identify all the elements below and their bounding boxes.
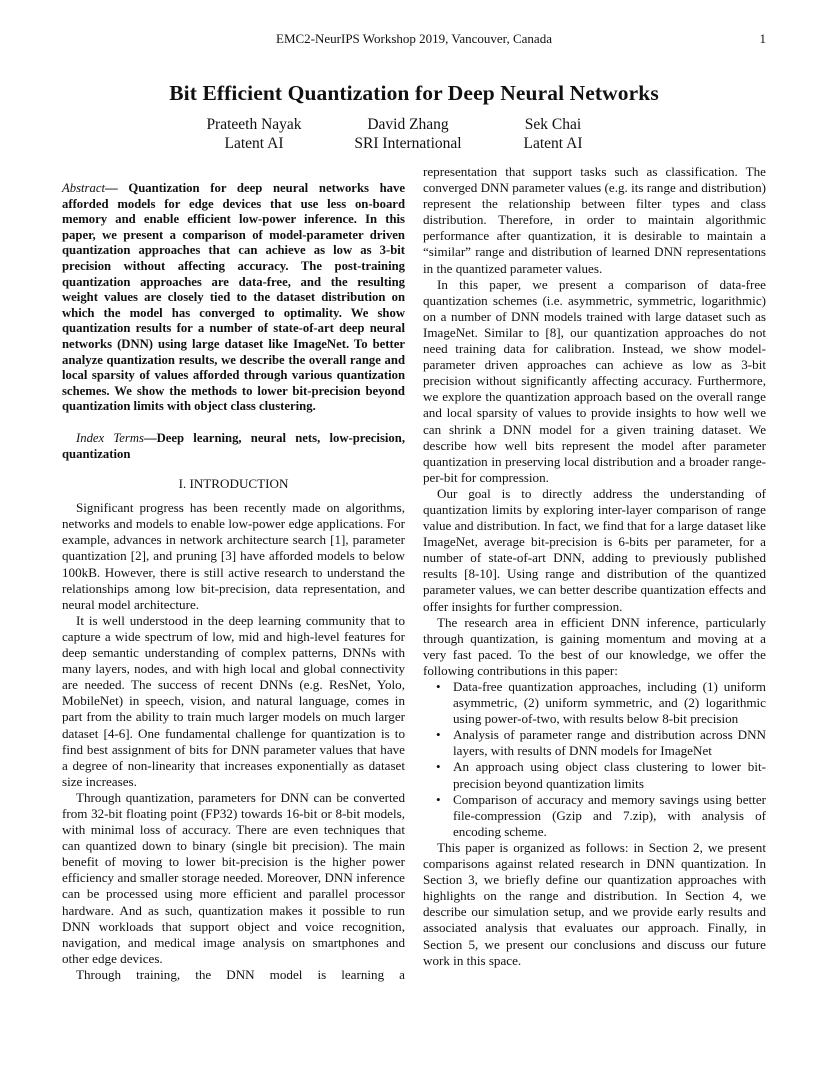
list-item: • Data-free quantization approaches, including (1) uniform asymmetric, (2) uniform symmetric, and (2) logarithmic using power-of-two, with results below 8-bit precision (436, 679, 766, 727)
author-affiliation: Latent AI (523, 135, 583, 152)
body-paragraph: Our goal is to directly address the understanding of quantization limits by exploring inter-layer comparison of range value and distribution. In fact, we find that for a large dataset like ImageNet, average bit-precision is 6-bits per parameter, for a number of state-of-art DNN, adding to previously published results [8-10]. Using range and distribution of the quantized parameter values, we can better describe quantization effects and offer insights for further compression. (423, 485, 766, 614)
body-paragraph: representation that support tasks such as classification. The converged DNN parameter values (e.g. its range and distribution) represent the relationship between filter types and class distribution. Therefore, in order to maintain algorithmic performance after quantization, it is desirable to maintain a “similar” range and distribution of learned DNN representations in the quantized parameter values. (423, 164, 766, 276)
body-paragraph: It is well understood in the deep learning community that to capture a wide spectrum of low, mid and high-level features for deep semantic understanding of complex patterns, DNNs with many layers, nodes, and with high local and global connectivity are needed. The success of recent DNNs (e.g. ResNet, Yolo, MobileNet) in speech, vision, and natural language, comes in part from the ability to train much larger models on much larger dataset [4-6]. One fundamental challenge for quantization is to find best assignment of bits for DNN parameter values that have a degree of non-linearity that increases exponentially as dataset size increases. (62, 612, 405, 789)
bullet-icon: • (436, 759, 441, 775)
bullet-icon: • (436, 791, 441, 807)
list-item: • Comparison of accuracy and memory savings using better file-compression (Gzip and 7.zip), with analysis of encoding scheme. (436, 791, 766, 839)
contributions-list (423, 679, 766, 840)
venue-line: EMC2-NeurIPS Workshop 2019, Vancouver, Canada (276, 31, 552, 46)
paper-title: Bit Efficient Quantization for Deep Neural Networks (169, 81, 659, 105)
body-paragraph: The research area in efficient DNN inference, particularly through quantization, is gaining momentum and moving at a very fast paced. To the best of our knowledge, we offer the following contributions in this paper: (423, 614, 766, 678)
author-block (453, 115, 653, 153)
page-number: 1 (759, 31, 766, 46)
abstract (62, 181, 405, 415)
list-item: • Analysis of parameter range and distribution across DNN layers, with results of DNN models for ImageNet (436, 727, 766, 759)
abstract-lead: Abstract (62, 181, 105, 195)
running-header (0, 31, 828, 49)
left-column (62, 181, 405, 983)
right-column (423, 164, 766, 969)
index-terms (62, 431, 405, 462)
author-name: David Zhang (367, 116, 449, 133)
author-name: Sek Chai (524, 116, 582, 133)
index-terms-text: —Deep learning, neural nets, low-precision, quantization (62, 430, 405, 461)
author-affiliation: Latent AI (224, 135, 284, 152)
author-affiliation: SRI International (354, 135, 462, 152)
list-item: • An approach using object class clustering to lower bit-precision beyond quantization limits (436, 759, 766, 791)
section-heading: I. INTRODUCTION (178, 476, 289, 492)
index-terms-lead: Index Terms (76, 430, 144, 445)
bullet-icon: • (436, 727, 441, 743)
body-paragraph: Through quantization, parameters for DNN can be converted from 32-bit floating point (FP32) towards 16-bit or 8-bit models, with minimal loss of accuracy. There are even techniques that can quantized down to binary (single bit precision). The main benefit of moving to lower bit-precision is the higher power efficiency and smaller storage needed. Moreover, DNN inference can be processed using more efficient and parallel processor hardware. And as such, quantization makes it possible to run DNN workloads that support object and voice recognition, navigation, and medical image analysis on smartphones and other edge devices. (62, 789, 405, 966)
body-paragraph: In this paper, we present a comparison of data-free quantization schemes (i.e. asymmetric, symmetric, logarithmic) on a number of DNN models trained with large dataset such as ImageNet. Similar to [8], our quantization approaches do not need training data for calibration. Instead, we show model-parameter driven approaches can achieve as low as 3-bit precision without significantly affecting accuracy. Furthermore, we explore the quantization approach based on the overall range and local sparsity of values to provide insights to how well we can shrink a DNN model for a given training dataset. We describe how well bits represent the model after parameter quantization in preserving local distribution and a broader range-per-bit for compression. (423, 276, 766, 485)
author-name: Prateeth Nayak (206, 116, 302, 133)
bullet-icon: • (436, 679, 441, 694)
body-paragraph: This paper is organized as follows: in Section 2, we present comparisons against related research in DNN quantization. In Section 3, we briefly define our quantization approaches with highlights on the range and distribution. In Section 4, we describe our simulation setup, and we provide early results and associated analysis that evaluates our approach. Finally, in Section 5, we present our conclusions and discuss our future work in this space. (423, 839, 766, 968)
body-paragraph: Significant progress has been recently made on algorithms, networks and models to enable low-power edge applications. For example, advances in network architecture search [1], parameter quantization [2], and pruning [3] have afforded models to below 100kB. However, there is still active research to understand the relationships among low bit-precision, data representation, and neural model architecture. (62, 500, 405, 612)
abstract-text: — Quantization for deep neural networks have afforded models for edge devices that use less on-board memory and enable efficient low-power inference. In this paper, we present a comparison of model-parameter driven quantization approaches that can achieve as low as 3-bit precision without affecting accuracy. The post-training quantization approaches are data-free, and the resulting weight values are closely tied to the dataset distribution on which the model has converged to optimality. We show quantization results for a number of state-of-art deep neural networks (DNN) using large dataset like ImageNet. To better analyze quantization results, we describe the overall range and local sparsity of values afforded through various quantization schemes. We show the methods to lower bit-precision beyond quantization limits with object class clustering. (62, 181, 405, 414)
body-paragraph: Through training, the DNN model is learning a (76, 966, 405, 982)
